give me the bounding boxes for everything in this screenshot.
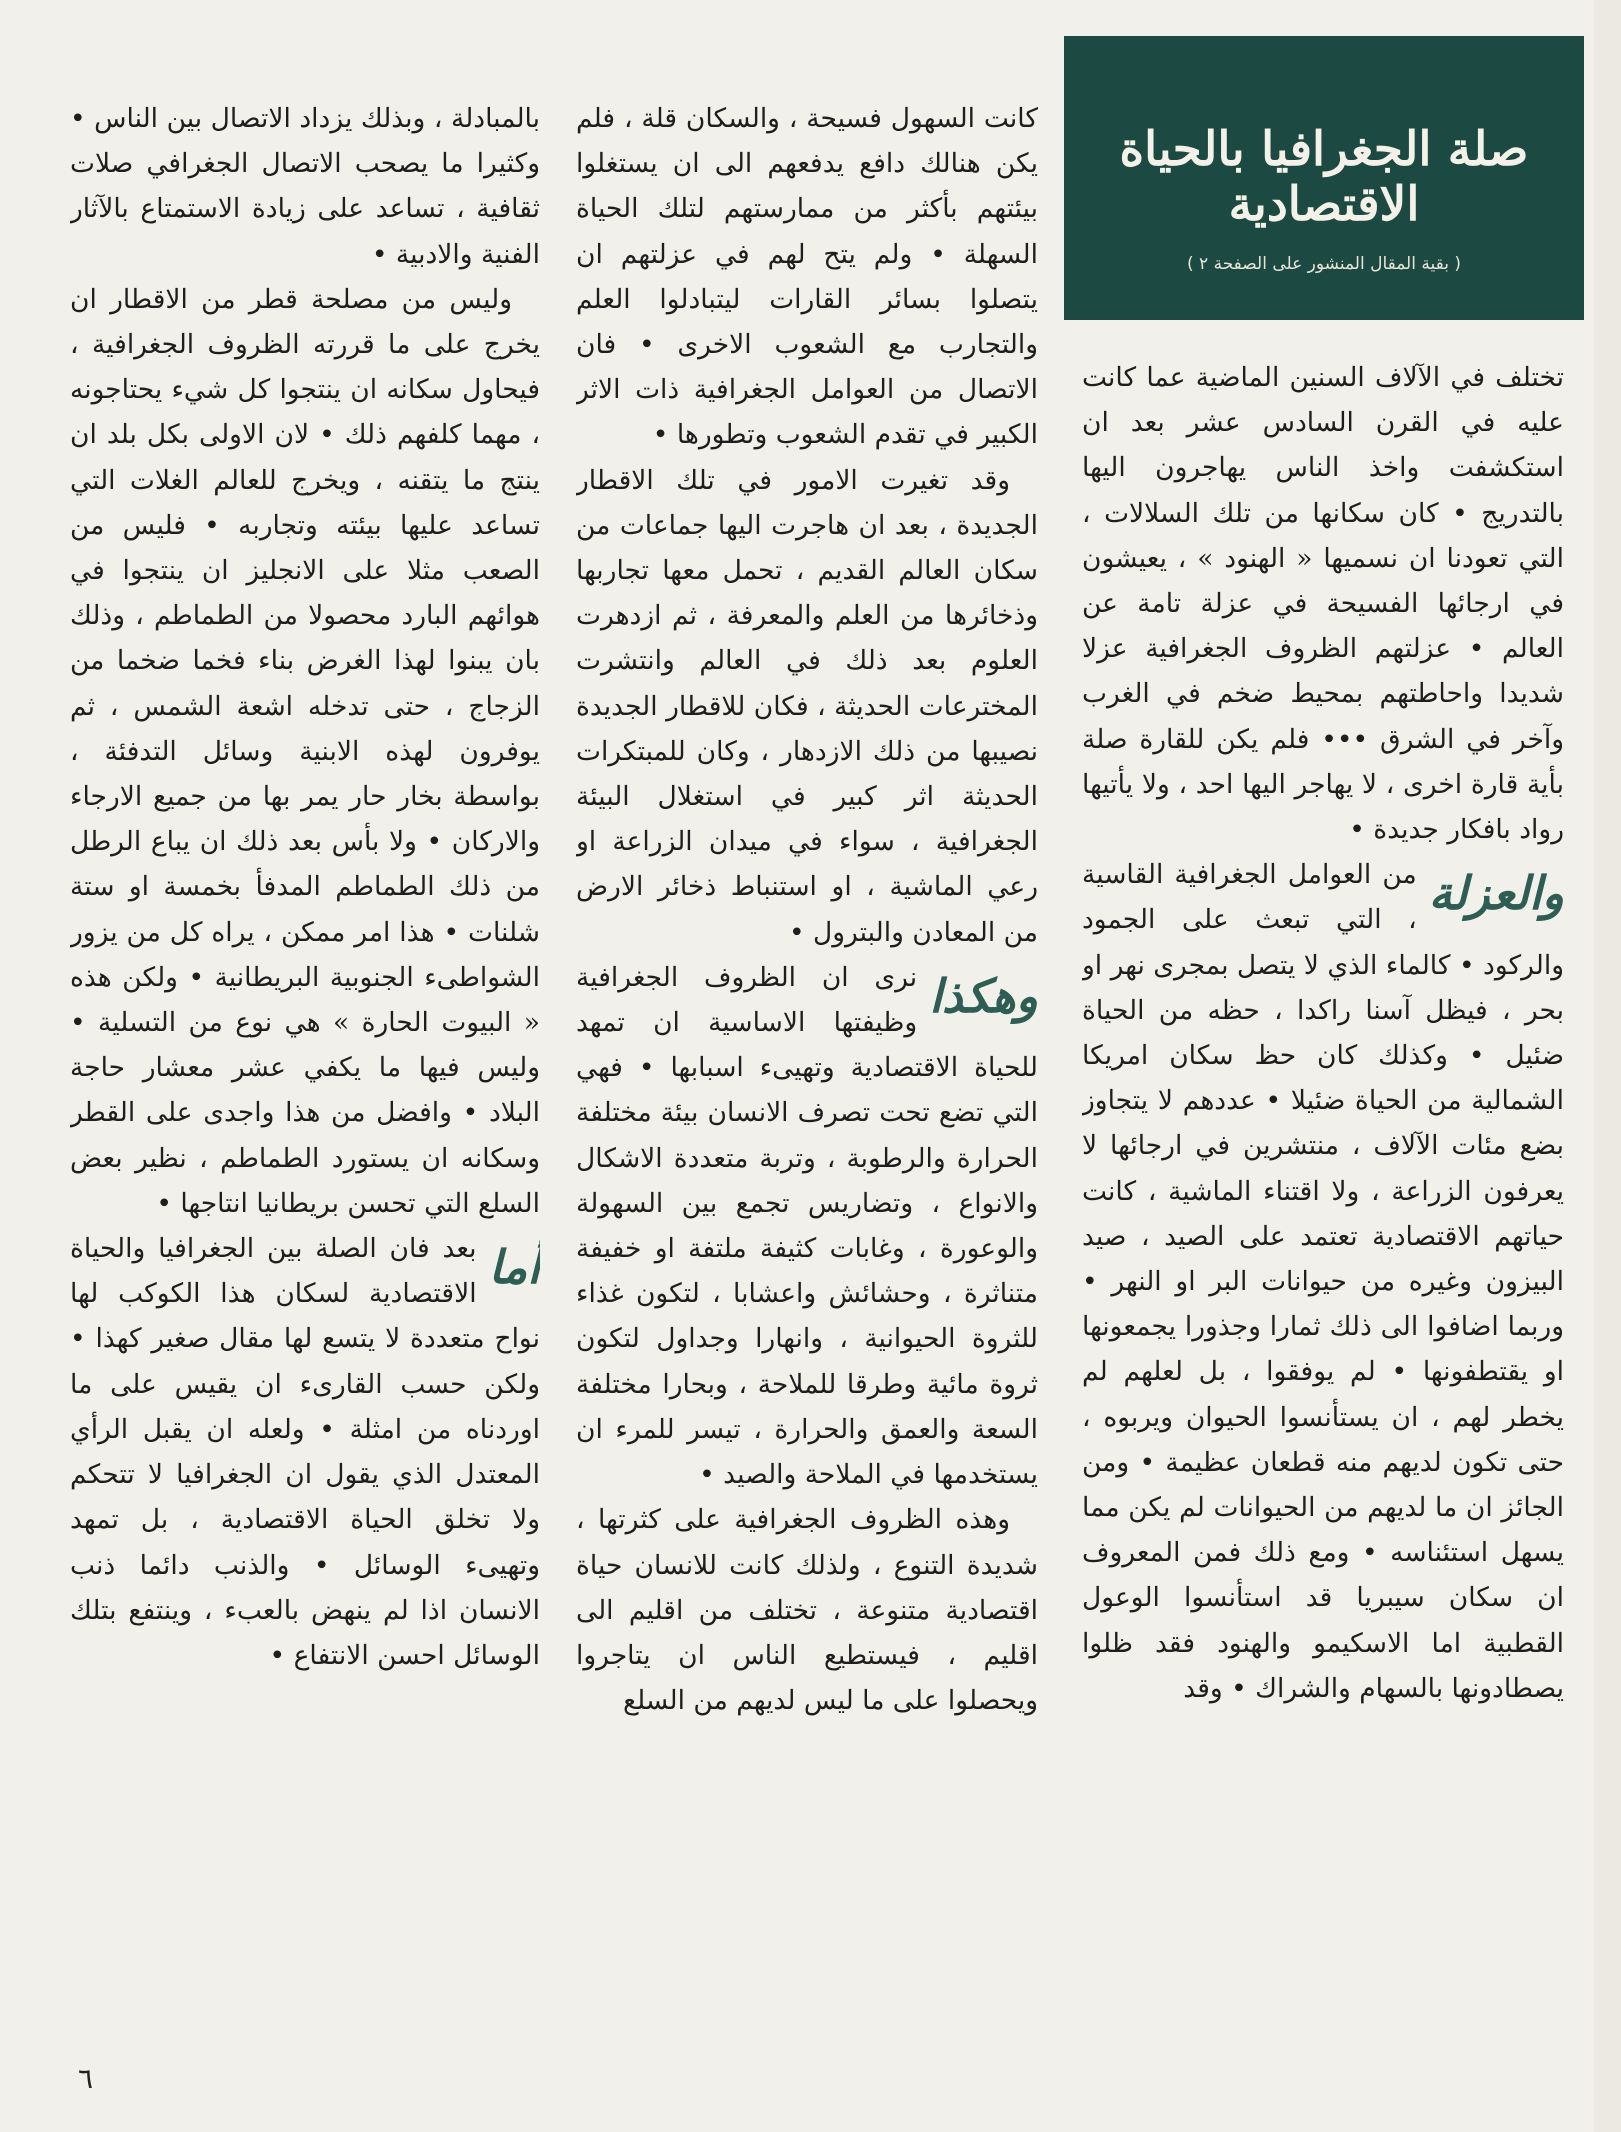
paragraph: تختلف في الآلاف السنين الماضية عما كانت عليه في القرن السادس عشر بعد ان استكشفت واخذ الناس يهاجرون اليها بالتدريج • كان سكانها من تلك السلالات ، التي تعودنا ان نسميها « الهنود » ، يعيشون في ارجائها الفسيحة في عزلة تامة عن العالم • عزلتهم الظروف الجغرافية عزلا شديدا واحاطتهم بمحيط ضخم في الغرب وآخر في الشرق ••• فلم يكن للقارة صلة بأية قارة اخرى ، لا يهاجر اليها احد ، ولا يأتيها رواد بافكار جديدة • [1082, 362, 1564, 846]
paragraph-text: من العوامل الجغرافية القاسية ، التي تبعث على الجمود والركود • كالماء الذي لا يتصل بمجرى نهر او بحر ، فيظل آسنا راكدا ، حظه من الحياة ضئيل • وكذلك كان حظ سكان امريكا الشمالية من الحياة ضئيلا • عددهم لا يتجاوز بضع مئات الآلاف ، منتشرين في ارجائها لا يعرفون الزراعة ، ولا اقتناء الماشية ، كانت حياتهم الاقتصادية تعتمد على الصيد ، صيد البيزون وغيره من حيوانات البر او النهر • وربما اضافوا الى ذلك ثمارا وجذورا يجمعونها او يقتطفونها • لم يوفقوا ، بل لعلهم لم يخطر لهم ، ان يستأنسوا الحيوان ويربوه ، حتى تكون لديهم منه قطعان عظيمة • ومن الجائز ان ما لديهم من الحيوانات لم يكن مما يسهل استئناسه • ومع ذلك فمن المعروف ان سكان سيبريا قد استأنسوا الوعول القطبية اما الاسكيمو والهنود فقد ظلوا يصطادونها بالسهام والشراك • وقد [1082, 859, 1564, 1704]
paragraph: وهذه الظروف الجغرافية على كثرتها ، شديدة التنوع ، ولذلك كانت للانسان حياة اقتصادية متنوعة ، تختلف من اقليم الى اقليم ، فيستطيع الناس ان يتاجروا ويحصلوا على ما ليس لديهم من السلع [576, 1504, 1038, 1717]
text-column-middle [576, 96, 1038, 2062]
article-subtitle: ( بقية المقال المنشور على الصفحة ٢ ) [1187, 254, 1461, 274]
paragraph-text: نرى ان الظروف الجغرافية وظيفتها الاساسية ان تمهد للحياة الاقتصادية وتهيىء اسبابها • فهي التي تضع تحت تصرف الانسان بيئة مختلفة الحرارة والرطوبة ، وتربة متعددة الاشكال والانواع ، وتضاريس تجمع بين السهولة والوعورة ، وغابات كثيفة ملتفة او خفيفة متناثرة ، وحشائش واعشابا ، لتكون غذاء للثروة الحيوانية ، وانهارا وجداول لتكون ثروة مائية وطرقا للملاحة ، وبحارا مختلفة السعة والعمق والحرارة ، تيسر للمرء ان يستخدمها في الملاحة والصيد • [576, 961, 1038, 1491]
title-banner [1064, 36, 1584, 320]
text-column-left [70, 96, 540, 2062]
section-keyword: وهكذا [929, 968, 1038, 1023]
section-keyword: أما [488, 1240, 540, 1295]
paragraph: وليس من مصلحة قطر من الاقطار ان يخرج على ما قررته الظروف الجغرافية ، فيحاول سكانه ان ينتجوا كل شيء يحتاجونه ، مهما كلفهم ذلك • لان الاولى بكل بلد ان ينتج ما يتقنه ، ويخرج للعالم الغلات التي تساعد عليها بيئته وتجاربه • فليس من الصعب مثلا على الانجليز ان ينتجوا في هوائهم البارد محصولا من الطماطم ، وذلك بان يبنوا لهذا الغرض بناء فخما ضخما من الزجاج ، حتى تدخله اشعة الشمس ، ثم يوفرون لهذه الابنية وسائل التدفئة ، بواسطة بخار حار يمر بها من جميع الارجاء والاركان • ولا بأس بعد ذلك ان يباع الرطل من ذلك الطماطم المدفأ بخمسة او ستة شلنات • هذا امر ممكن ، يراه كل من يزور الشواطىء الجنوبية البريطانية • ولكن هذه « البيوت الحارة » هي نوع من التسلية • وليس فيها ما يكفي عشر معشار حاجة البلاد • وافضل من هذا واجدى على القطر وسكانه ان يستورد الطماطم ، نظير بعض السلع التي تحسن بريطانيا انتاجها • [70, 283, 540, 1219]
page-edge [1594, 0, 1621, 2132]
paragraph: كانت السهول فسيحة ، والسكان قلة ، فلم يكن هنالك دافع يدفعهم الى ان يستغلوا بيئتهم بأكثر من ممارستهم لتلك الحياة السهلة • ولم يتح لهم في عزلتهم ان يتصلوا بسائر القارات ليتبادلوا العلم والتجارب مع الشعوب الاخرى • فان الاتصال من العوامل الجغرافية ذات الاثر الكبير في تقدم الشعوب وتطورها • [576, 103, 1038, 451]
paragraph: بالمبادلة ، وبذلك يزداد الاتصال بين الناس • وكثيرا ما يصحب الاتصال الجغرافي صلات ثقافية ، تساعد على زيادة الاستمتاع بالآثار الفنية والادبية • [70, 103, 540, 270]
text-column-right [1082, 355, 1564, 2075]
paragraph-with-keyword [1082, 852, 1564, 1711]
paragraph-with-keyword [576, 955, 1038, 1497]
paragraph-text: بعد فان الصلة بين الجغرافيا والحياة الاقتصادية لسكان هذا الكوكب لها نواح متعددة لا يتسع لها مقال صغير كهذا • ولكن حسب القارىء ان يقيس على ما اوردناه من امثلة • ولعله ان يقبل الرأي المعتدل الذي يقول ان الجغرافيا لا تتحكم ولا تخلق الحياة الاقتصادية ، بل تمهد وتهيىء الوسائل • والذنب دائما ذنب الانسان اذا لم ينهض بالعبء ، وينتفع بتلك الوسائل احسن الانتفاع • [70, 1233, 540, 1671]
article-title: صلة الجغرافيا بالحياة الاقتصادية [1119, 122, 1529, 232]
section-keyword: والعزلة [1428, 866, 1564, 921]
paragraph-with-keyword [70, 1226, 540, 1678]
page-number: ٦ [78, 2062, 94, 2095]
paragraph: وقد تغيرت الامور في تلك الاقطار الجديدة ، بعد ان هاجرت اليها جماعات من سكان العالم القديم ، تحمل معها تجاربها وذخائرها من العلم والمعرفة ، ثم ازدهرت العلوم بعد ذلك في العالم وانتشرت المخترعات الحديثة ، فكان للاقطار الجديدة نصيبها من ذلك الازدهار ، وكان للمبتكرات الحديثة اثر كبير في استغلال البيئة الجغرافية ، سواء في ميدان الزراعة او رعي الماشية ، او استنباط ذخائر الارض من المعادن والبترول • [576, 464, 1038, 948]
